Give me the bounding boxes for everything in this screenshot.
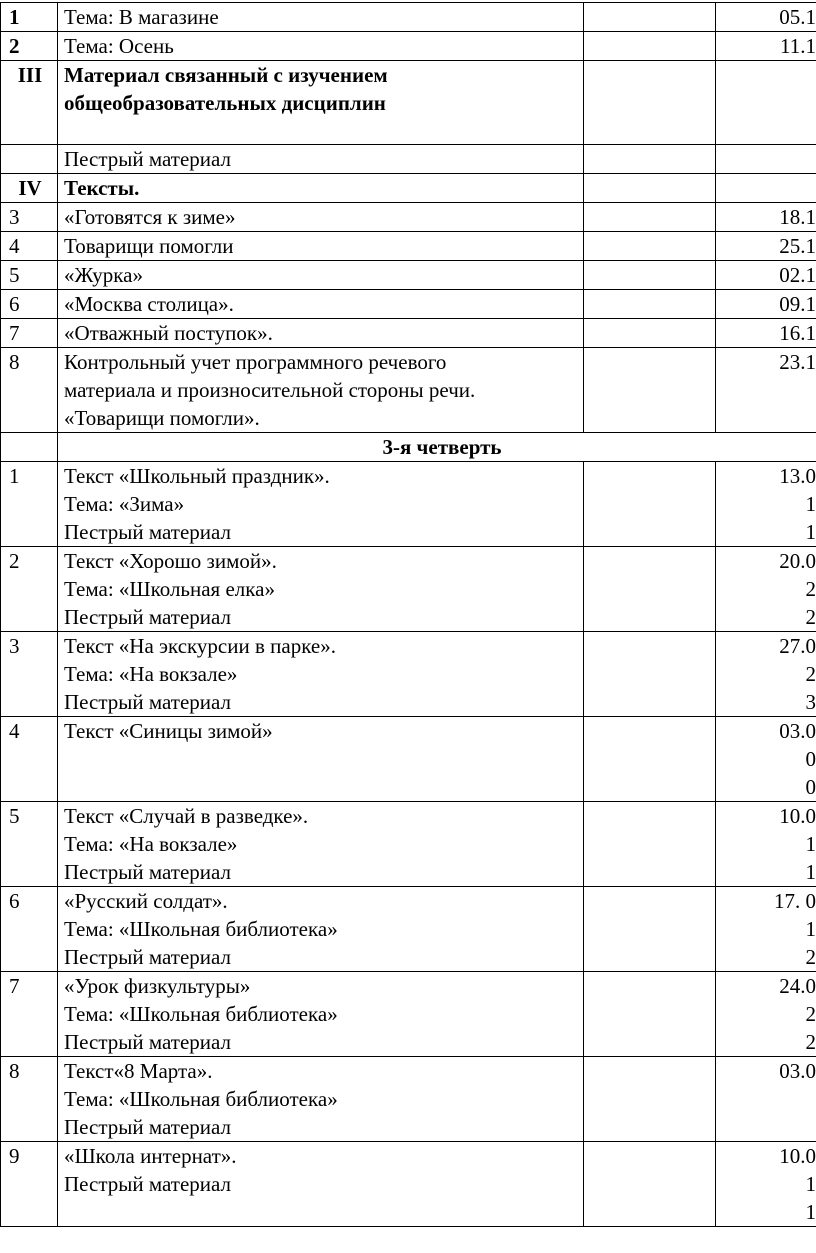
table-row — [1, 802, 816, 887]
row-date — [716, 462, 816, 547]
topic-line: Тема: «Школьная елка» — [64, 577, 275, 601]
topic-line: «Товарищи помогли». — [64, 406, 260, 430]
row-topic — [58, 203, 584, 232]
date-line: 11.1 — [780, 34, 816, 58]
topic-line: Тема: «Школьная библиотека» — [64, 1002, 338, 1026]
date-line: 1 — [805, 917, 816, 941]
date-line: 25.1 — [779, 234, 816, 258]
date-line: 2 — [805, 577, 816, 601]
row-date — [716, 290, 816, 319]
table-row — [1, 1142, 816, 1227]
row-number: 6 — [1, 887, 58, 972]
row-topic — [58, 232, 584, 261]
topic-line: Контрольный учет программного речевого — [64, 350, 447, 374]
row-empty-cell — [584, 717, 716, 802]
row-topic — [58, 290, 584, 319]
table-row — [1, 145, 816, 174]
row-empty-cell — [584, 1142, 716, 1227]
row-date — [716, 174, 816, 203]
date-line: 2 — [805, 1002, 816, 1026]
topic-line: материала и произносительной стороны речи. — [64, 378, 476, 402]
topic-line: Пестрый материал — [64, 147, 232, 171]
quarter-title: 3-я четверть — [382, 435, 502, 459]
topic-line: Материал связанный с изучением — [64, 63, 388, 87]
topic-line: Пестрый материал — [64, 690, 232, 714]
row-empty-cell — [584, 3, 716, 32]
row-number: 4 — [1, 232, 58, 261]
date-line — [722, 61, 816, 89]
table-row — [1, 290, 816, 319]
row-empty-cell — [584, 462, 716, 547]
row-topic — [58, 1142, 584, 1227]
table-row — [1, 1057, 816, 1142]
topic-line: Тема: «На вокзале» — [64, 832, 238, 856]
row-empty-cell — [584, 887, 716, 972]
date-line — [722, 1085, 816, 1113]
row-date — [716, 203, 816, 232]
row-topic — [58, 632, 584, 717]
row-topic — [58, 462, 584, 547]
row-topic — [58, 32, 584, 61]
date-line: 09.1 — [779, 292, 816, 316]
date-line: 24.0 — [779, 974, 816, 998]
topic-line — [64, 745, 577, 773]
date-line: 1 — [805, 832, 816, 856]
row-date — [716, 547, 816, 632]
row-number: 5 — [1, 261, 58, 290]
table-row — [1, 174, 816, 203]
topic-line: Пестрый материал — [64, 945, 232, 969]
date-line: 1 — [805, 492, 816, 516]
date-line: 18.1 — [779, 205, 816, 229]
row-date — [716, 887, 816, 972]
row-topic — [58, 174, 584, 203]
row-empty-cell — [584, 290, 716, 319]
topic-line: Текст«8 Марта». — [64, 1059, 213, 1083]
quarter-empty-cell — [1, 433, 58, 462]
row-number: 7 — [1, 972, 58, 1057]
row-empty-cell — [584, 319, 716, 348]
date-line: 03.0 — [779, 719, 816, 743]
row-number: 5 — [1, 802, 58, 887]
topic-line: «Урок физкультуры» — [64, 974, 251, 998]
row-date — [716, 348, 816, 433]
table-row — [1, 232, 816, 261]
topic-line — [64, 1198, 577, 1226]
row-topic — [58, 972, 584, 1057]
row-date — [716, 61, 816, 145]
lesson-plan-table — [0, 2, 816, 1227]
row-topic — [58, 61, 584, 145]
table-row — [1, 972, 816, 1057]
row-date — [716, 632, 816, 717]
table-row — [1, 261, 816, 290]
date-line: 27.0 — [779, 634, 816, 658]
date-line: 2 — [805, 1030, 816, 1054]
date-line: 0 — [805, 747, 816, 771]
quarter-title-cell — [58, 433, 816, 462]
date-line: 17. 0 — [774, 889, 816, 913]
topic-line: Пестрый материал — [64, 520, 232, 544]
row-empty-cell — [584, 802, 716, 887]
row-topic — [58, 1057, 584, 1142]
row-number: 7 — [1, 319, 58, 348]
topic-line: Пестрый материал — [64, 605, 232, 629]
date-line: 13.0 — [779, 464, 816, 488]
row-topic — [58, 348, 584, 433]
date-line: 03.0 — [779, 1059, 816, 1083]
topic-line: Тема: «Школьная библиотека» — [64, 1087, 338, 1111]
row-date — [716, 32, 816, 61]
date-line: 2 — [805, 945, 816, 969]
table-row — [1, 348, 816, 433]
row-topic — [58, 887, 584, 972]
topic-line: «Отважный поступок». — [64, 321, 273, 345]
date-line: 23.1 — [779, 350, 816, 374]
row-topic — [58, 261, 584, 290]
date-line: 2 — [805, 605, 816, 629]
table-body-bottom — [1, 462, 816, 1227]
topic-line: Пестрый материал — [64, 1030, 232, 1054]
row-number: 3 — [1, 632, 58, 717]
table-row — [1, 203, 816, 232]
topic-line: «Журка» — [64, 263, 143, 287]
table-row — [1, 61, 816, 145]
topic-line: Тема: «Зима» — [64, 492, 185, 516]
date-line: 05.1 — [779, 5, 816, 29]
topic-line: Текст «Синицы зимой» — [64, 719, 273, 743]
row-number: 1 — [1, 3, 58, 32]
topic-line: Текст «Хорошо зимой». — [64, 549, 277, 573]
row-number: 2 — [1, 547, 58, 632]
topic-line: Товарищи помогли — [64, 234, 234, 258]
row-number: III — [1, 61, 58, 145]
row-empty-cell — [584, 232, 716, 261]
row-empty-cell — [584, 261, 716, 290]
row-number: 9 — [1, 1142, 58, 1227]
topic-line: Тема: Осень — [64, 34, 174, 58]
date-line: 3 — [805, 690, 816, 714]
row-date — [716, 717, 816, 802]
topic-line: Пестрый материал — [64, 1172, 232, 1196]
row-topic — [58, 319, 584, 348]
row-topic — [58, 3, 584, 32]
row-number: 6 — [1, 290, 58, 319]
date-line: 10.0 — [779, 1144, 816, 1168]
row-empty-cell — [584, 174, 716, 203]
quarter-header-group — [1, 433, 816, 462]
topic-line: Текст «Случай в разведке». — [64, 804, 309, 828]
row-empty-cell — [584, 348, 716, 433]
table-row — [1, 32, 816, 61]
date-line: 1 — [805, 1200, 816, 1224]
row-number: 1 — [1, 462, 58, 547]
row-number: 2 — [1, 32, 58, 61]
date-line: 1 — [805, 860, 816, 884]
topic-line: Пестрый материал — [64, 860, 232, 884]
row-date — [716, 319, 816, 348]
table-row — [1, 462, 816, 547]
date-line — [722, 174, 816, 202]
topic-line: «Школа интернат». — [64, 1144, 237, 1168]
table-row — [1, 717, 816, 802]
row-number: IV — [1, 174, 58, 203]
row-date — [716, 1142, 816, 1227]
row-topic — [58, 717, 584, 802]
row-empty-cell — [584, 61, 716, 145]
topic-line: Тексты. — [64, 176, 140, 200]
topic-line: «Русский солдат». — [64, 889, 228, 913]
row-date — [716, 3, 816, 32]
row-empty-cell — [584, 972, 716, 1057]
row-number: 8 — [1, 348, 58, 433]
table-row — [1, 887, 816, 972]
topic-line: общеобразовательных дисциплин — [64, 91, 386, 115]
date-line: 0 — [805, 775, 816, 799]
topic-line: Тема: «На вокзале» — [64, 662, 238, 686]
row-date — [716, 261, 816, 290]
quarter-header-row — [1, 433, 816, 462]
row-empty-cell — [584, 145, 716, 174]
date-line — [722, 145, 816, 173]
date-line: 20.0 — [779, 549, 816, 573]
table-row — [1, 632, 816, 717]
row-topic — [58, 802, 584, 887]
date-line: 16.1 — [779, 321, 816, 345]
date-line: 1 — [805, 520, 816, 544]
table-row — [1, 3, 816, 32]
row-empty-cell — [584, 547, 716, 632]
date-line: 2 — [805, 662, 816, 686]
table-row — [1, 547, 816, 632]
topic-line — [64, 773, 577, 801]
row-date — [716, 972, 816, 1057]
date-line — [722, 1113, 816, 1141]
row-empty-cell — [584, 632, 716, 717]
row-number: 3 — [1, 203, 58, 232]
row-empty-cell — [584, 32, 716, 61]
date-line: 02.1 — [779, 263, 816, 287]
row-number: 8 — [1, 1057, 58, 1142]
topic-line: Текст «На экскурсии в парке». — [64, 634, 336, 658]
row-number — [1, 145, 58, 174]
date-line: 1 — [805, 1172, 816, 1196]
row-date — [716, 232, 816, 261]
row-date — [716, 145, 816, 174]
date-line: 10.0 — [779, 804, 816, 828]
topic-line: «Готовятся к зиме» — [64, 205, 236, 229]
row-number: 4 — [1, 717, 58, 802]
row-empty-cell — [584, 1057, 716, 1142]
topic-line: Текст «Школьный праздник». — [64, 464, 330, 488]
table-row — [1, 319, 816, 348]
topic-line: «Москва столица». — [64, 292, 234, 316]
table-body-top — [1, 3, 816, 433]
topic-line: Пестрый материал — [64, 1115, 232, 1139]
row-date — [716, 802, 816, 887]
topic-line: Тема: «Школьная библиотека» — [64, 917, 338, 941]
row-topic — [58, 547, 584, 632]
row-empty-cell — [584, 203, 716, 232]
row-date — [716, 1057, 816, 1142]
topic-line: Тема: В магазине — [64, 5, 219, 29]
row-topic — [58, 145, 584, 174]
